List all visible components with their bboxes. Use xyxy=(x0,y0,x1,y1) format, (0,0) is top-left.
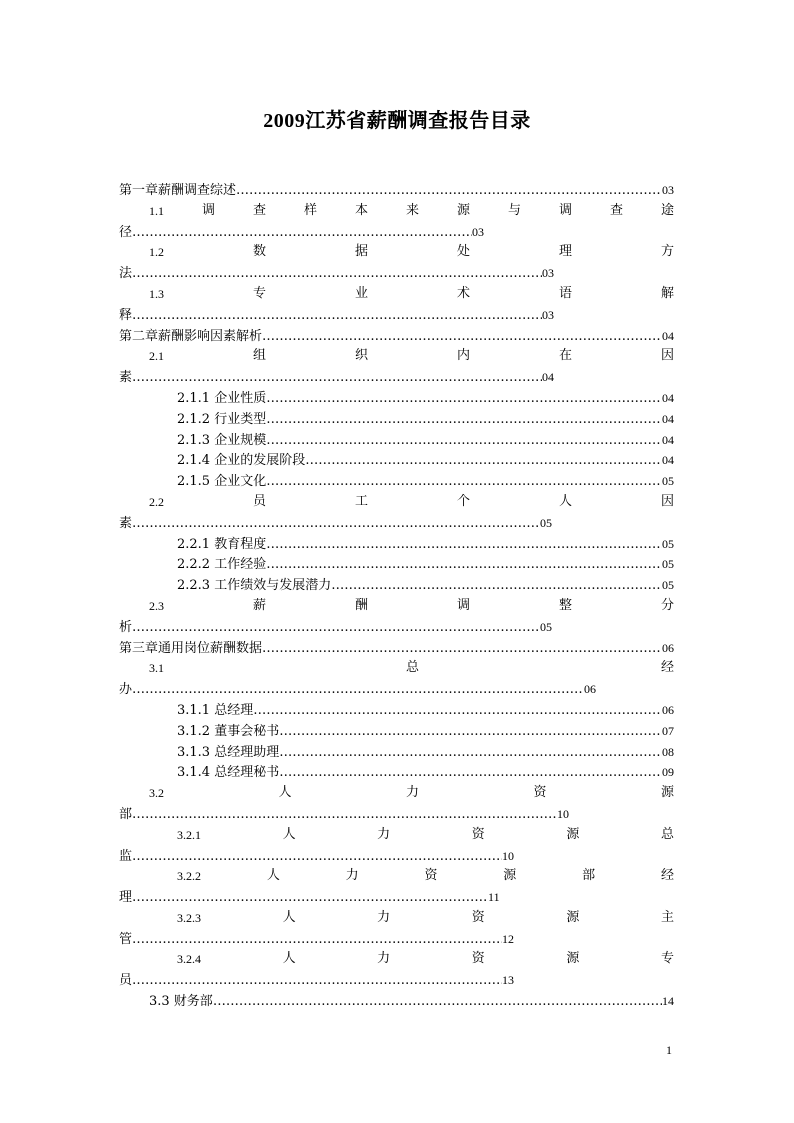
wrapped-char: 部 xyxy=(119,806,133,822)
toc-section-2-1[interactable] xyxy=(119,346,674,367)
toc-section-2-1-1[interactable] xyxy=(119,388,674,409)
char: 员 xyxy=(252,493,266,509)
char: 业 xyxy=(354,285,368,301)
toc-section-2-2-3[interactable] xyxy=(119,575,674,596)
toc-section-2-3-continuation xyxy=(119,617,674,638)
toc-section-3-2-1-continuation xyxy=(119,846,674,867)
dot-leader xyxy=(266,472,662,493)
toc-entry-label: 3.1.2 董事会秘书 xyxy=(177,723,280,739)
toc-page-number: 05 xyxy=(662,474,674,489)
char: 资 xyxy=(471,951,485,967)
toc-page-number: 04 xyxy=(542,370,555,385)
toc-entry-label: 第一章薪酬调查综述 xyxy=(119,183,237,198)
toc-section-3-1-continuation xyxy=(119,679,674,700)
char: 途 xyxy=(660,202,674,218)
char: 个 xyxy=(456,493,470,509)
char: 源 xyxy=(566,826,580,842)
toc-entry-label: 第三章通用岗位薪酬数据 xyxy=(119,640,263,656)
toc-section-3-1[interactable] xyxy=(119,658,674,679)
dot-leader xyxy=(132,514,540,535)
char: 人 xyxy=(282,826,296,842)
char: 总 xyxy=(405,660,419,676)
toc-section-2-2-1[interactable] xyxy=(119,534,674,555)
dot-leader xyxy=(266,389,662,410)
section-number: 2.2 xyxy=(149,494,164,509)
char: 工 xyxy=(354,493,368,509)
toc-entry-label: 2.1.5 企业文化 xyxy=(177,474,267,490)
char: 查 xyxy=(252,202,266,218)
dot-leader xyxy=(132,971,502,992)
page-number: 1 xyxy=(666,1043,672,1057)
char: 力 xyxy=(377,826,391,842)
toc-section-3-2-1[interactable] xyxy=(119,825,674,846)
toc-section-3-1-4[interactable] xyxy=(119,762,674,783)
toc-section-1-1-continuation xyxy=(119,222,674,243)
char: 整 xyxy=(558,597,572,613)
toc-page-number: 05 xyxy=(540,619,553,634)
dot-leader xyxy=(132,368,542,389)
toc-page-number: 04 xyxy=(662,411,674,426)
toc-page-number: 05 xyxy=(662,536,674,551)
wrapped-char: 监 xyxy=(119,848,133,864)
char: 资 xyxy=(533,785,547,801)
wrapped-char: 径 xyxy=(119,224,133,240)
toc-section-2-1-2[interactable] xyxy=(119,409,674,430)
toc-chapter-3[interactable] xyxy=(119,638,674,659)
char: 经 xyxy=(660,868,674,884)
dot-leader xyxy=(132,847,502,868)
toc-section-3-2-2[interactable] xyxy=(119,866,674,887)
toc-entry-label: 2.2.3 工作绩效与发展潜力 xyxy=(177,578,332,594)
char: 人 xyxy=(278,785,292,801)
dot-leader xyxy=(213,992,662,1013)
toc-page-number: 06 xyxy=(662,640,674,655)
toc-section-3-1-3[interactable] xyxy=(119,742,674,763)
char: 织 xyxy=(354,348,368,364)
char: 本 xyxy=(354,202,368,218)
toc-page-number: 04 xyxy=(662,453,674,468)
char: 经 xyxy=(660,660,674,676)
toc-page-number: 04 xyxy=(662,328,674,343)
toc-page-number: 06 xyxy=(662,702,674,717)
toc-section-2-1-continuation xyxy=(119,367,674,388)
dot-leader xyxy=(266,535,662,556)
toc-section-2-2[interactable] xyxy=(119,492,674,513)
dot-leader xyxy=(132,306,542,327)
char: 调 xyxy=(558,202,572,218)
section-number: 2.3 xyxy=(149,598,164,613)
section-number: 1.1 xyxy=(149,203,164,218)
char: 薪 xyxy=(252,597,266,613)
char: 主 xyxy=(660,909,674,925)
toc-page-number: 13 xyxy=(502,973,515,988)
char: 人 xyxy=(282,909,296,925)
toc-page-number: 03 xyxy=(662,183,674,197)
char: 专 xyxy=(252,285,266,301)
char: 源 xyxy=(660,785,674,801)
toc-entry-label: 2.1.1 企业性质 xyxy=(177,390,267,406)
wrapped-char: 素 xyxy=(119,515,133,531)
toc-chapter-2[interactable] xyxy=(119,326,674,347)
section-number: 3.2 xyxy=(149,786,164,801)
toc-chapter-1[interactable] xyxy=(119,180,674,201)
char: 组 xyxy=(252,348,266,364)
char: 术 xyxy=(456,285,470,301)
char: 人 xyxy=(282,951,296,967)
char: 样 xyxy=(303,202,317,218)
wrapped-char: 素 xyxy=(119,370,133,386)
char: 资 xyxy=(471,826,485,842)
dot-leader xyxy=(279,743,662,764)
toc-page-number: 12 xyxy=(502,931,515,946)
toc-section-1-3-continuation xyxy=(119,305,674,326)
char: 资 xyxy=(424,868,438,884)
toc-page-number: 05 xyxy=(540,515,553,530)
toc-section-3-2-2-continuation xyxy=(119,887,674,908)
toc-section-3-3[interactable] xyxy=(119,991,674,1012)
toc-section-2-1-4[interactable] xyxy=(119,450,674,471)
toc-page-number: 03 xyxy=(542,266,555,281)
toc-entry-label: 3.1.3 总经理助理 xyxy=(177,744,280,760)
toc-entry-label: 2.1.3 企业规模 xyxy=(177,432,267,448)
char: 理 xyxy=(558,244,572,260)
dot-leader xyxy=(266,431,662,452)
wrapped-char: 管 xyxy=(119,931,133,947)
toc-entry-label: 2.2.2 工作经验 xyxy=(177,557,267,573)
char: 与 xyxy=(507,202,521,218)
toc-section-2-2-continuation xyxy=(119,513,674,534)
toc-entry-label: 3.1.4 总经理秘书 xyxy=(177,765,280,781)
char: 分 xyxy=(660,597,674,613)
char: 处 xyxy=(456,244,470,260)
char: 调 xyxy=(456,597,470,613)
char: 解 xyxy=(660,285,674,301)
toc-page-number: 14 xyxy=(662,994,674,1009)
dot-leader xyxy=(236,181,662,202)
wrapped-char: 理 xyxy=(119,890,133,906)
toc-section-2-3[interactable] xyxy=(119,596,674,617)
char: 源 xyxy=(566,951,580,967)
char: 力 xyxy=(377,951,391,967)
char: 语 xyxy=(558,285,572,301)
dot-leader xyxy=(279,763,662,784)
section-number: 3.2.1 xyxy=(177,827,201,842)
section-number: 3.1 xyxy=(149,661,164,676)
char: 总 xyxy=(660,826,674,842)
char: 调 xyxy=(201,202,215,218)
toc-section-3-2[interactable] xyxy=(119,783,674,804)
wrapped-char: 员 xyxy=(119,973,133,989)
dot-leader xyxy=(279,722,662,743)
toc-section-2-1-5[interactable] xyxy=(119,471,674,492)
section-number: 3.2.3 xyxy=(177,910,201,925)
char: 人 xyxy=(558,493,572,509)
wrapped-char: 办 xyxy=(119,682,133,698)
toc-entry-label: 2.1.2 行业类型 xyxy=(177,411,267,427)
char: 在 xyxy=(558,348,572,364)
char: 专 xyxy=(660,951,674,967)
dot-leader xyxy=(132,930,502,951)
char: 力 xyxy=(405,785,419,801)
char: 因 xyxy=(660,348,674,364)
toc-entry-label: 3.1.1 总经理 xyxy=(177,702,254,718)
toc-section-2-1-3[interactable] xyxy=(119,430,674,451)
toc-entry-label: 第二章薪酬影响因素解析 xyxy=(119,328,263,344)
toc-section-1-2[interactable] xyxy=(119,242,674,263)
section-number: 1.2 xyxy=(149,245,164,260)
toc-section-1-1[interactable] xyxy=(119,201,674,222)
toc-page-number: 06 xyxy=(584,682,597,697)
section-number: 3.2.2 xyxy=(177,869,201,884)
char: 数 xyxy=(252,244,266,260)
toc-entry-label: 3.3 财务部 xyxy=(149,994,213,1010)
dot-leader xyxy=(262,639,662,660)
toc-page-number: 09 xyxy=(662,765,674,780)
dot-leader xyxy=(132,223,472,244)
document-title: 2009江苏省薪酬调查报告目录 xyxy=(263,110,531,132)
dot-leader xyxy=(253,701,662,722)
dot-leader xyxy=(132,618,540,639)
toc-section-3-1-2[interactable] xyxy=(119,721,674,742)
toc-page-number: 10 xyxy=(557,806,570,821)
toc-section-3-2-4-continuation xyxy=(119,970,674,991)
char: 酬 xyxy=(354,597,368,613)
toc-page-number: 04 xyxy=(662,390,674,405)
char: 方 xyxy=(660,244,674,260)
wrapped-char: 析 xyxy=(119,619,133,635)
char: 源 xyxy=(456,202,470,218)
dot-leader xyxy=(132,805,557,826)
dot-leader xyxy=(132,680,584,701)
char: 力 xyxy=(345,868,359,884)
toc-entry-label: 2.1.4 企业的发展阶段 xyxy=(177,453,306,469)
char: 力 xyxy=(377,909,391,925)
toc-section-1-3[interactable] xyxy=(119,284,674,305)
char: 资 xyxy=(471,909,485,925)
toc-section-3-1-1[interactable] xyxy=(119,700,674,721)
toc-page-number: 08 xyxy=(662,744,674,759)
dot-leader xyxy=(132,264,542,285)
section-number: 1.3 xyxy=(149,286,164,301)
char: 源 xyxy=(566,909,580,925)
char: 人 xyxy=(266,868,280,884)
dot-leader xyxy=(266,410,662,431)
dot-leader xyxy=(132,888,488,909)
toc-page-number: 10 xyxy=(502,848,515,863)
char: 源 xyxy=(503,868,517,884)
char: 来 xyxy=(405,202,419,218)
char: 查 xyxy=(609,202,623,218)
toc-page-number: 11 xyxy=(488,890,500,905)
section-number: 2.1 xyxy=(149,349,164,364)
toc-page-number: 05 xyxy=(662,578,674,593)
toc-page-number: 05 xyxy=(662,557,674,572)
section-number: 3.2.4 xyxy=(177,952,201,967)
toc-section-2-2-2[interactable] xyxy=(119,554,674,575)
char: 因 xyxy=(660,493,674,509)
toc-page-number: 07 xyxy=(662,723,674,738)
table-of-contents xyxy=(119,180,674,1012)
char: 据 xyxy=(354,244,368,260)
dot-leader xyxy=(266,555,662,576)
toc-section-3-2-4[interactable] xyxy=(119,949,674,970)
toc-section-3-2-continuation xyxy=(119,804,674,825)
toc-page-number: 03 xyxy=(542,307,555,322)
dot-leader xyxy=(262,327,662,348)
toc-page-number: 03 xyxy=(472,224,485,239)
toc-section-3-2-3-continuation xyxy=(119,929,674,950)
char: 部 xyxy=(582,868,596,884)
toc-section-1-2-continuation xyxy=(119,263,674,284)
wrapped-char: 法 xyxy=(119,266,133,282)
wrapped-char: 释 xyxy=(119,307,133,323)
dot-leader xyxy=(305,451,662,472)
toc-page-number: 04 xyxy=(662,432,674,447)
toc-entry-label: 2.2.1 教育程度 xyxy=(177,536,267,552)
dot-leader xyxy=(331,576,662,597)
char: 内 xyxy=(456,348,470,364)
toc-section-3-2-3[interactable] xyxy=(119,908,674,929)
